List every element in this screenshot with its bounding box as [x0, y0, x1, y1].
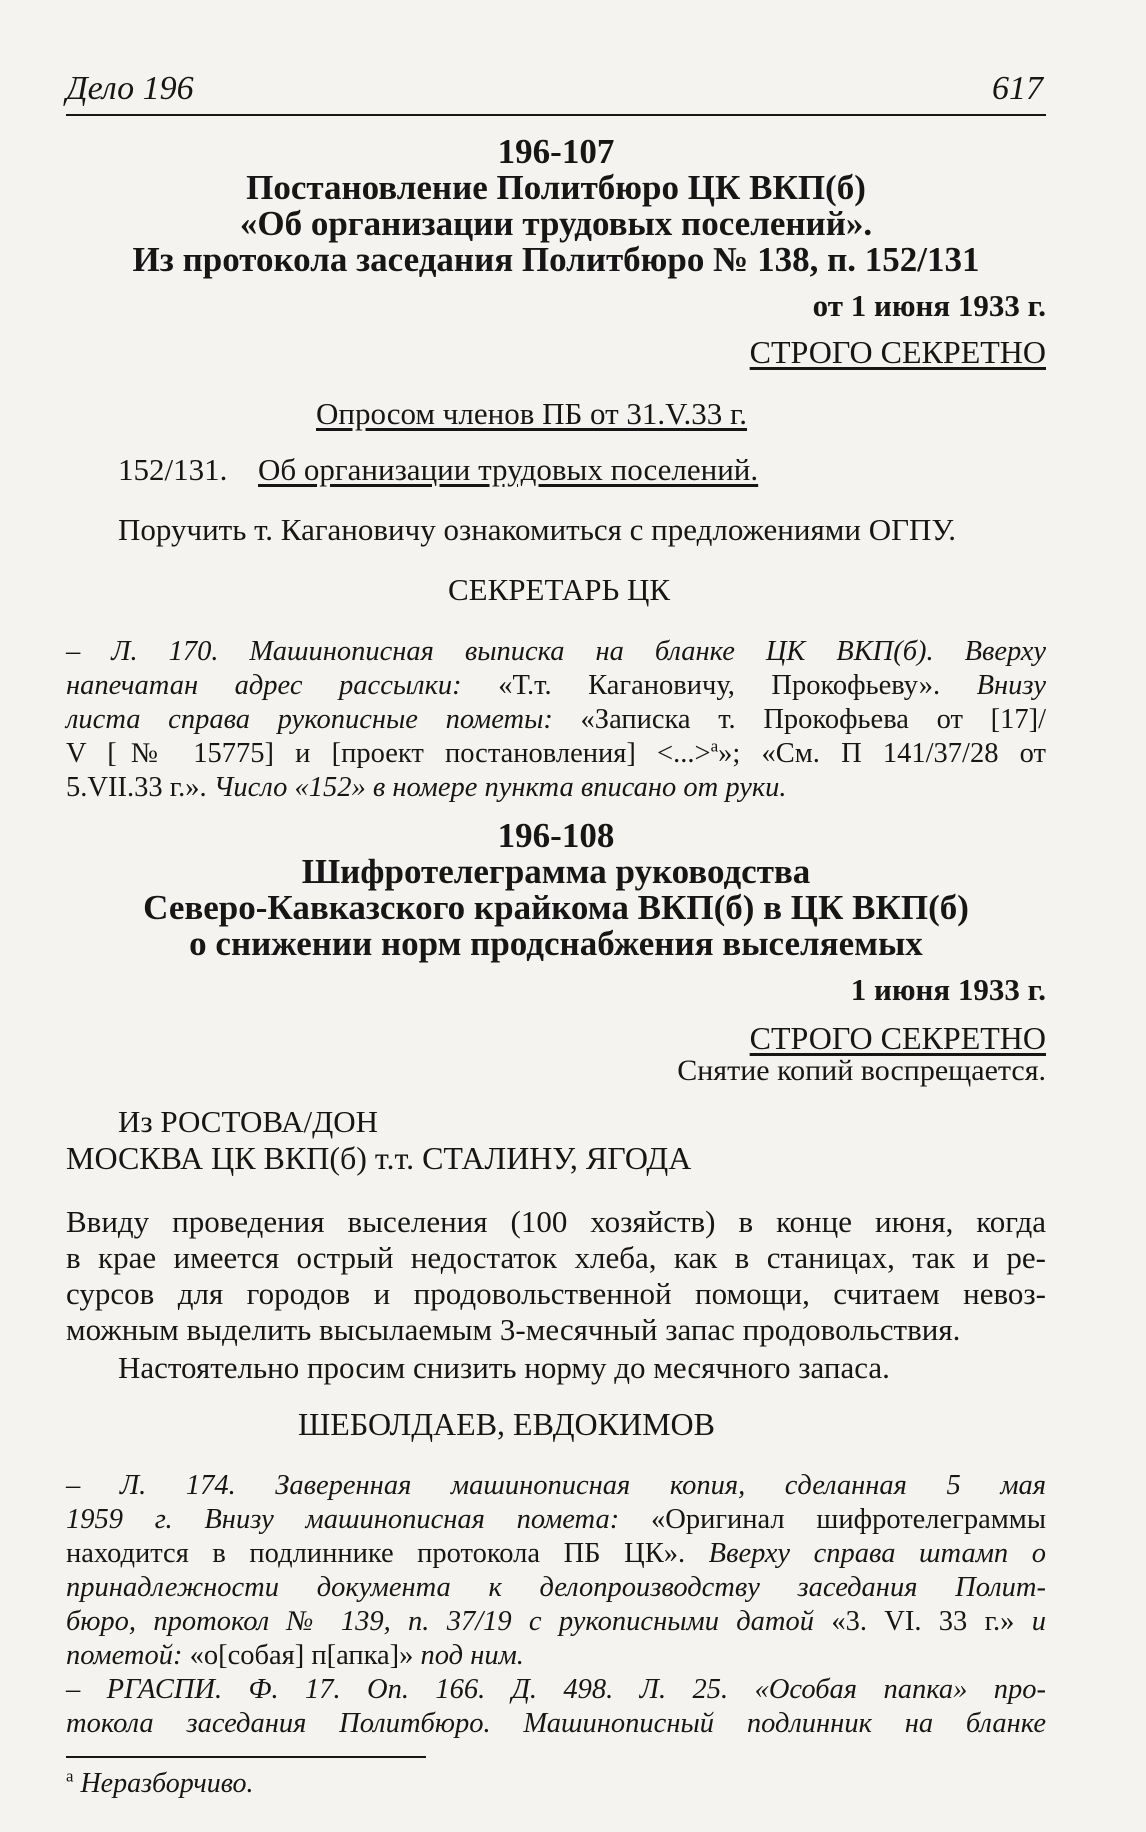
doc2-note-line6: пометой: «о[собая] п[апка]» под ним. [66, 1640, 524, 1671]
doc2-title-line2: Северо-Кавказского крайкома ВКП(б) в ЦК ВКП(б) [143, 888, 969, 927]
doc2-note-line7: – РГАСПИ. Ф. 17. Оп. 166. Д. 498. Л. 25. «Особая папка» про- [66, 1674, 1046, 1705]
doc1-number: 196-107 [497, 132, 615, 171]
doc1-instruction: Поручить т. Кагановичу ознакомиться с предложениями ОГПУ. [118, 512, 957, 547]
footnote-marker: а [66, 1766, 74, 1786]
doc1-poll-line: Опросом членов ПБ от 31.V.33 г. [316, 396, 748, 431]
doc1-item-title: Об организации трудовых поселений. [258, 452, 759, 487]
doc1-note-line1: – Л. 170. Машинописная выписка на бланке ЦК ВКП(б). Вверху [66, 636, 1047, 667]
page-number: 617 [992, 70, 1043, 107]
footnote-ref: а [710, 736, 719, 756]
doc2-note-line3: находится в подлиннике протокола ПБ ЦК». Вверху справа штамп о [66, 1538, 1046, 1569]
footnote [66, 1768, 254, 1800]
doc2-note-line1: – Л. 174. Заверенная машинописная копия, сделанная 5 мая [66, 1470, 1047, 1501]
running-header-case: Дело 196 [66, 70, 194, 107]
doc2-body-line3: сурсов для городов и продовольственной помощи, считаем невоз- [66, 1276, 1046, 1311]
doc2-note-line5: бюро, протокол № 139, п. 37/19 с рукописными датой «3. VI. 33 г.» и [66, 1606, 1046, 1637]
doc1-title-line1: Постановление Политбюро ЦК ВКП(б) [246, 168, 866, 207]
doc2-from: Из РОСТОВА/ДОН [118, 1104, 379, 1139]
doc2-to: МОСКВА ЦК ВКП(б) т.т. СТАЛИНУ, ЯГОДА [66, 1140, 692, 1176]
footnote-text: Неразборчиво. [80, 1768, 254, 1799]
footnote-divider [66, 1756, 426, 1758]
doc2-note-line4: принадлежности документа к делопроизводству заседания Полит- [66, 1572, 1046, 1603]
doc1-date: от 1 июня 1933 г. [812, 288, 1046, 323]
doc1-note-line3: листа справа рукописные пометы: «Записка т. Прокофьева от [17]/ [66, 704, 1047, 735]
doc2-body-line5: Настоятельно просим снизить норму до месячного запаса. [118, 1350, 890, 1385]
doc2-classification: СТРОГО СЕКРЕТНО [749, 1020, 1046, 1056]
doc2-date: 1 июня 1933 г. [850, 972, 1046, 1007]
doc2-title-line1: Шифротелеграмма руководства [301, 852, 811, 891]
doc1-note-line4: V [№ 15775] и [проект постановления] <...>$^а$»; «См. П 141/37/28 от [66, 736, 1046, 769]
doc2-signers: ШЕБОЛДАЕВ, ЕВДОКИМОВ [298, 1406, 715, 1442]
doc1-item-number: 152/131. [118, 452, 228, 487]
doc1-signature: СЕКРЕТАРЬ ЦК [448, 572, 671, 607]
doc2-title-line3: о снижении норм продснабжения выселяемых [189, 924, 923, 963]
doc2-body-line1: Ввиду проведения выселения (100 хозяйств) в конце июня, когда [66, 1204, 1046, 1239]
doc2-copy-ban: Снятие копий воспрещается. [677, 1054, 1046, 1087]
doc1-note-line2: напечатан адрес рассылки: «Т.т. Кагановичу, Прокофьеву». Внизу [66, 670, 1046, 701]
doc1-classification: СТРОГО СЕКРЕТНО [749, 334, 1046, 370]
doc2-note-line2: 1959 г. Внизу машинописная помета: «Оригинал шифротелеграммы [66, 1504, 1046, 1535]
header-divider [66, 114, 1046, 116]
doc2-body-line2: в крае имеется острый недостаток хлеба, как в станицах, так и ре- [66, 1240, 1046, 1275]
doc2-number: 196-108 [497, 816, 615, 855]
doc1-title-line2: «Об организации трудовых поселений». [239, 204, 873, 243]
doc2-body-line4: можным выделить высылаемым 3-месячный запас продовольствия. [66, 1312, 961, 1347]
doc1-title-line3: Из протокола заседания Политбюро № 138, п. 152/131 [132, 240, 980, 279]
doc2-note-line8: токола заседания Политбюро. Машинописный подлинник на бланке [66, 1708, 1046, 1739]
doc1-note-line5: 5.VII.33 г.». Число «152» в номере пункта вписано от руки. [66, 772, 787, 803]
